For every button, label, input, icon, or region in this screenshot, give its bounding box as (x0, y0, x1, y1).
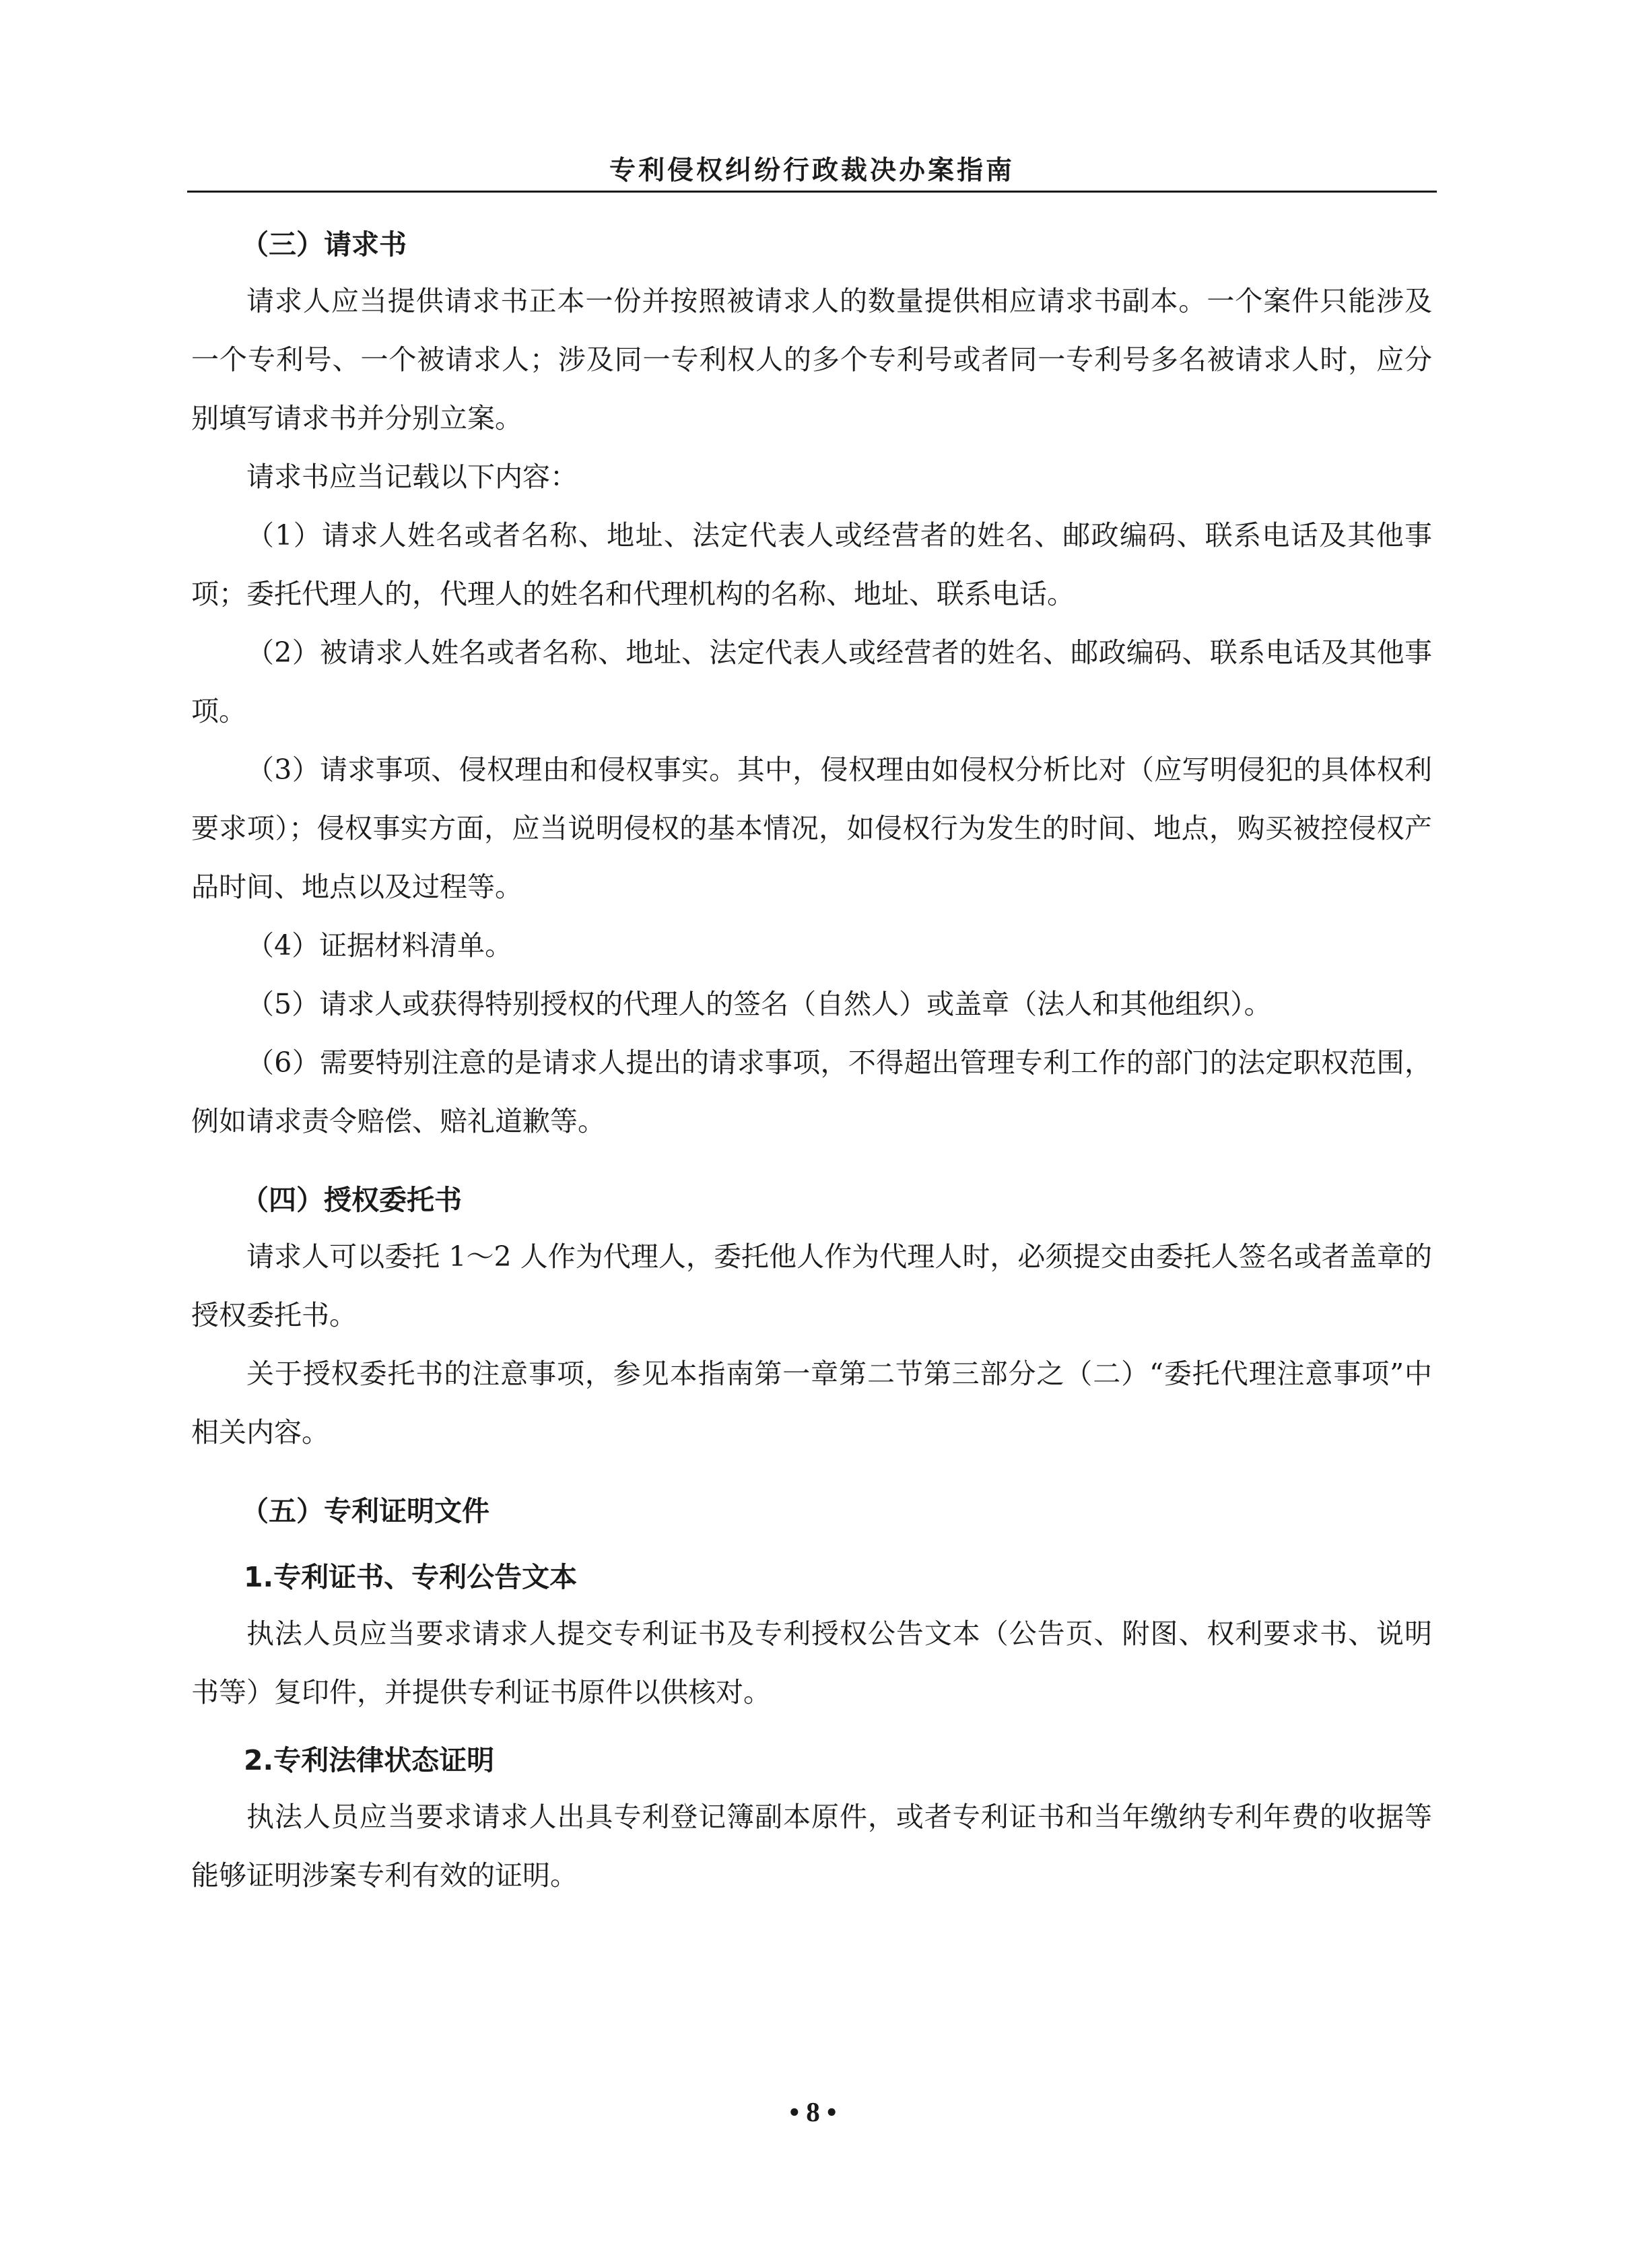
list-item: （6）需要特别注意的是请求人提出的请求事项，不得超出管理专利工作的部门的法定职权范围，例如请求责令赔偿、赔礼道歉等。 (191, 1046, 1432, 1137)
page-number: • 8 • (789, 2096, 837, 2127)
paragraph: 请求人应当提供请求书正本一份并按照被请求人的数量提供相应请求书副本。一个案件只能涉及一个专利号、一个被请求人；涉及同一专利权人的多个专利号或者同一专利号多名被请求人时，应分别填写请求书并分别立案。 (191, 285, 1432, 434)
paragraph: 请求书应当记载以下内容： (246, 461, 578, 493)
list-item: （1）请求人姓名或者名称、地址、法定代表人或经营者的姓名、邮政编码、联系电话及其他事项；委托代理人的，代理人的姓名和代理机构的名称、地址、联系电话。 (191, 519, 1432, 610)
header-rule (187, 191, 1437, 193)
section-heading-request-letter: （三）请求书 (241, 228, 407, 261)
spacer (191, 1539, 1432, 1548)
list-item: （5）请求人或获得特别授权的代理人的签名（自然人）或盖章（法人和其他组织）。 (246, 988, 1272, 1020)
spacer (191, 1462, 1432, 1482)
paragraph: 执法人员应当要求请求人出具专利登记簿副本原件，或者专利证书和当年缴纳专利年费的收据等能够证明涉案专利有效的证明。 (191, 1801, 1432, 1892)
paragraph: 执法人员应当要求请求人提交专利证书及专利授权公告文本（公告页、附图、权利要求书、说明书等）复印件，并提供专利证书原件以供核对。 (191, 1617, 1432, 1708)
paragraph: 关于授权委托书的注意事项，参见本指南第一章第二节第三部分之（二）“委托代理注意事项”中相关内容。 (191, 1358, 1432, 1448)
subsection-heading-legal-status: 2.专利法律状态证明 (244, 1744, 495, 1776)
paragraph: 请求人可以委托 1～2 人作为代理人，委托他人作为代理人时，必须提交由委托人签名或者盖章的授权委托书。 (191, 1240, 1432, 1331)
page-content (191, 215, 1432, 1905)
section-heading-power-of-attorney: （四）授权委托书 (241, 1184, 462, 1216)
spacer (191, 1722, 1432, 1731)
list-item: （3）请求事项、侵权理由和侵权事实。其中，侵权理由如侵权分析比对（应写明侵犯的具体权利要求项）；侵权事实方面，应当说明侵权的基本情况，如侵权行为发生的时间、地点，购买被控侵权产品时间、地点以及过程等。 (191, 754, 1432, 903)
spacer (191, 1151, 1432, 1171)
list-item: （2）被请求人姓名或者名称、地址、法定代表人或经营者的姓名、邮政编码、联系电话及其他事项。 (191, 636, 1432, 727)
section-heading-patent-documents: （五）专利证明文件 (241, 1495, 489, 1527)
running-header: 专利侵权纠纷行政裁决办案指南 (609, 155, 1015, 186)
list-item: （4）证据材料清单。 (246, 929, 513, 962)
subsection-heading-certificate: 1.专利证书、专利公告文本 (244, 1561, 578, 1593)
